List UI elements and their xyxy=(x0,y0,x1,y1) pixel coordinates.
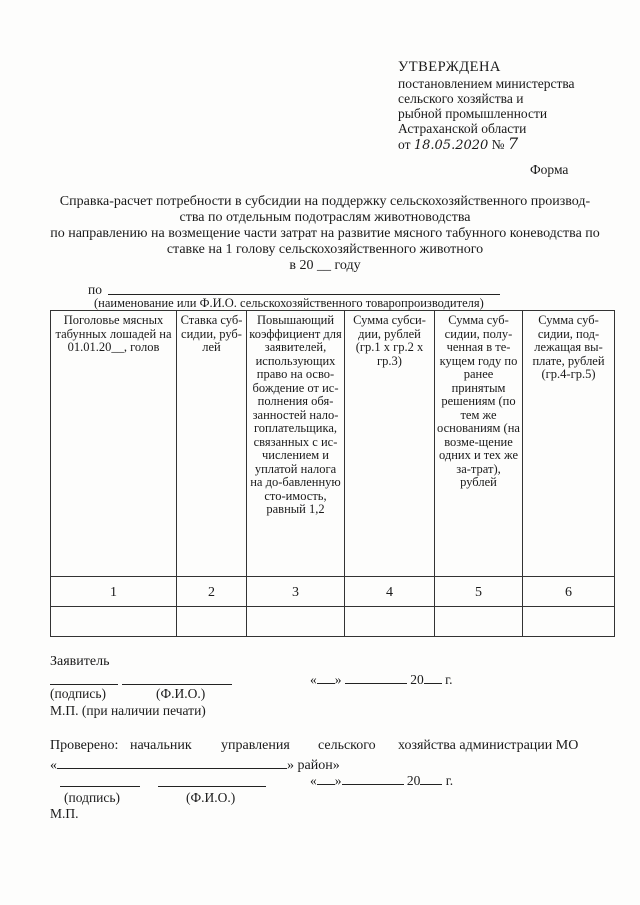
column-number: 4 xyxy=(345,577,435,607)
verified-word: сельского xyxy=(318,738,376,753)
table-header-cell: Сумма суб-сидии, полу-ченная в те-кущем году по ранее принятым решениям (по тем же основаниям (на возме-щение одних и тех же за-трат), рублей xyxy=(435,311,523,577)
column-number: 3 xyxy=(247,577,345,607)
approval-date-line xyxy=(398,136,575,153)
document-title xyxy=(40,194,610,274)
table-header-cell: Сумма субси-дии, рублей (гр.1 х гр.2 х гр.3) xyxy=(345,311,435,577)
producer-caption: (наименование или Ф.И.О. сельскохозяйственного товаропроизводителя) xyxy=(94,296,484,310)
table-header-cell: Ставка суб-сидии, руб-лей xyxy=(177,311,247,577)
year-prefix: 20 xyxy=(410,672,424,687)
approval-line: постановлением министерства xyxy=(398,76,575,91)
quote-close: » xyxy=(334,672,342,687)
verified-label: Проверено: xyxy=(50,738,119,753)
handwritten-number: 7 xyxy=(507,134,519,153)
year-blank xyxy=(420,772,442,785)
table-data-cell[interactable] xyxy=(523,607,615,637)
day-blank xyxy=(317,772,335,785)
applicant-signature-line xyxy=(50,684,118,685)
quote-open: « xyxy=(310,672,317,687)
table-header-cell: Сумма суб-сидии, под-лежащая вы-плате, рублей (гр.4-гр.5) xyxy=(523,311,615,577)
applicant-label: Заявитель xyxy=(50,654,110,669)
table-data-cell[interactable] xyxy=(177,607,247,637)
approval-line: рыбной промышленности xyxy=(398,106,548,121)
applicant-name-line xyxy=(122,684,232,685)
district-line xyxy=(50,756,340,774)
approval-heading: УТВЕРЖДЕНА xyxy=(398,59,501,75)
calculation-table xyxy=(50,310,615,637)
verifier-signature-line xyxy=(60,786,140,787)
applicant-date xyxy=(310,671,453,688)
applicant-name-caption: (Ф.И.О.) xyxy=(156,686,206,701)
verified-word: начальник xyxy=(130,738,192,753)
year-prefix: 20 xyxy=(406,773,421,788)
approval-line: сельского хозяйства и xyxy=(398,91,524,106)
table-header-cell: Поголовье мясных табунных лошадей на 01.01.20__, голов xyxy=(51,311,177,577)
day-blank xyxy=(317,671,335,684)
year-suffix: г. xyxy=(445,672,453,687)
table-data-cell[interactable] xyxy=(435,607,523,637)
verifier-name-line xyxy=(158,786,266,787)
district-suffix: » район» xyxy=(287,758,340,773)
form-label: Форма xyxy=(530,162,569,177)
column-number: 2 xyxy=(177,577,247,607)
verified-word: управления xyxy=(221,738,290,753)
month-blank xyxy=(345,671,407,684)
verifier-signature-caption: (подпись) xyxy=(64,790,121,805)
table-data-cell[interactable] xyxy=(247,607,345,637)
applicant-signature-caption: (подпись) xyxy=(50,686,107,701)
producer-prefix: по xyxy=(88,282,102,297)
title-line: ставке на 1 голову сельскохозяйственного животного xyxy=(166,242,484,257)
title-line: по направлению на возмещение части затрат на развитие мясного табунного коневодства по xyxy=(50,226,600,241)
month-blank xyxy=(342,772,404,785)
quote-open: « xyxy=(50,758,57,773)
year-suffix: г. xyxy=(445,773,454,788)
district-blank xyxy=(57,756,287,769)
year-line: в 20 __ году xyxy=(289,258,361,273)
column-number: 1 xyxy=(51,577,177,607)
verifier-name-caption: (Ф.И.О.) xyxy=(186,790,236,805)
table-number-row xyxy=(51,577,615,607)
handwritten-date: 18.05.2020 xyxy=(413,138,489,153)
title-line: Справка-расчет потребности в субсидии на поддержку сельскохозяйственного производ- xyxy=(59,194,591,209)
column-number: 5 xyxy=(435,577,523,607)
verifier-seal: М.П. xyxy=(50,806,79,821)
title-line: ства по отдельным подотраслям животноводства xyxy=(179,210,471,225)
table-data-cell[interactable] xyxy=(51,607,177,637)
approval-block xyxy=(398,60,575,153)
producer-name-line xyxy=(108,294,500,295)
verified-date xyxy=(310,772,453,789)
table-header-row xyxy=(51,311,615,577)
table-data-row xyxy=(51,607,615,637)
number-prefix: № xyxy=(491,137,505,152)
quote-open: « xyxy=(310,773,317,788)
approval-line: Астраханской области xyxy=(398,121,527,136)
quote-close: » xyxy=(334,773,342,788)
table-header-cell: Повышающий коэффициент для заявителей, использующих право на осво-бождение от ис-полнения обя-занностей нало-гоплательщика, связанных с ис-числением и уплатой налога на до-бавленную сто-имость, равный 1,2 xyxy=(247,311,345,577)
table-data-cell[interactable] xyxy=(345,607,435,637)
year-blank xyxy=(424,671,442,684)
verified-word: хозяйства администрации МО xyxy=(398,738,579,753)
date-prefix: от xyxy=(398,137,411,152)
column-number: 6 xyxy=(523,577,615,607)
applicant-seal: М.П. (при наличии печати) xyxy=(50,703,206,718)
